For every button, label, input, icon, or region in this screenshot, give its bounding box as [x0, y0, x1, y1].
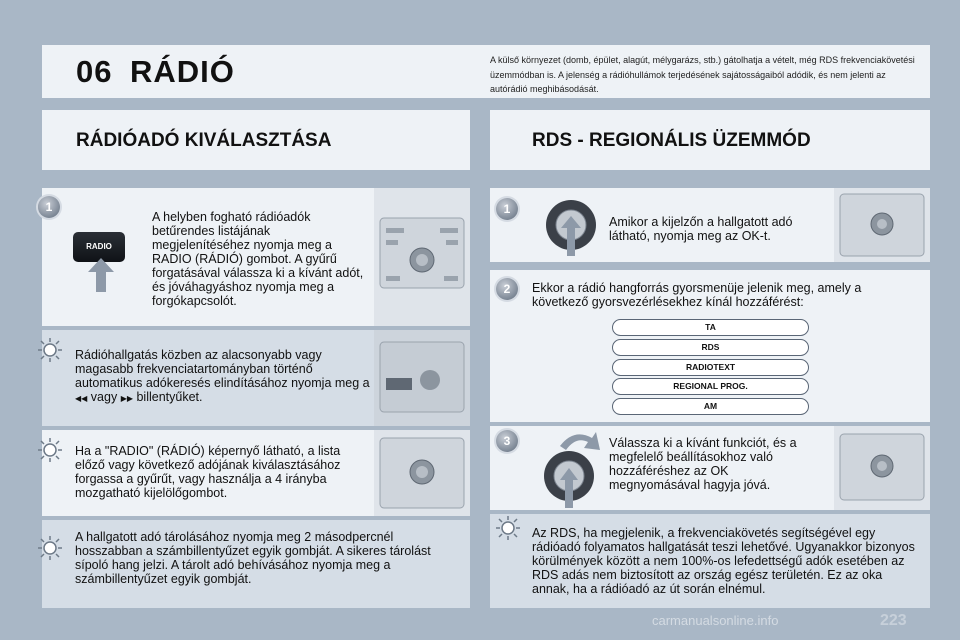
rotate-knob-icon — [540, 424, 604, 508]
radio-unit-icon — [834, 188, 930, 262]
radio-button-image: RADIO — [73, 232, 125, 262]
step-number-badge: 2 — [496, 278, 518, 300]
header-note: A külső környezet (domb, épület, alagút, mélygarázs, stb.) gátolhatja a vételt, még RDS frekvenciakövetési üzemmódban is. A jelenség a rádióhullámok terjedésének sajátosságaiból adódik, és nem jelenti az autórádió meghibásodását. — [490, 55, 915, 94]
menu-item-am[interactable]: AM — [612, 398, 809, 415]
tip-lightbulb-icon — [38, 536, 62, 560]
radio-unit-icon — [374, 188, 470, 326]
left-section-title: RÁDIÓADÓ KIVÁLASZTÁSA — [76, 130, 332, 151]
left-tip1-text: Rádióhallgatás közben az alacsonyabb vagy magasabb frekvenciatartományban történő automatikus adókeresés elindításához nyomja meg a ◀◀ vagy ▶▶ billentyűket. — [75, 348, 370, 404]
radio-unit-icon — [834, 426, 930, 510]
watermark: carmanualsonline.info — [652, 613, 779, 628]
seek-forward-icon: ▶▶ — [120, 394, 133, 403]
left-step1-text: A helyben fogható rádióadók betűrendes listájának megjelenítéséhez nyomja meg a RADIO (RÁDIÓ) gombot. A gyűrű forgatásával válassza ki a kívánt adót, és jóváhagyáshoz nyomja meg a forgókapcsolót. — [152, 210, 364, 308]
tip-lightbulb-icon — [496, 516, 520, 540]
page-title: RÁDIÓ — [130, 54, 235, 89]
right-step1-text: Amikor a kijelzőn a hallgatott adó látható, nyomja meg az OK-t. — [609, 215, 793, 243]
tip-lightbulb-icon — [38, 338, 62, 362]
left-tip3-text: A hallgatott adó tárolásához nyomja meg 2 másodpercnél hosszabban a számbillentyűzet egyik gombját. A sikeres tárolást sípoló hang jelzi. A tárolt adó behívásához nyomja meg a számbillentyűzet egyik gombját. — [75, 530, 431, 586]
chapter-number: 06 — [76, 54, 113, 89]
radio-unit-image — [374, 330, 470, 426]
right-step3-text: Válassza ki a kívánt funkciót, és a megfelelő beállításokhoz való hozzáféréshez az OK megnyomásával hagyja jóvá. — [609, 436, 797, 492]
radio-unit-image — [834, 426, 930, 510]
seek-back-icon: ◀◀ — [75, 394, 88, 403]
left-tip2-text: Ha a "RADIO" (RÁDIÓ) képernyő látható, a lista előző vagy következő adójának kiválasztásához forgassa a gyűrűt, vagy használja a 4 irányba mozgatható kijelölőgombot. — [75, 444, 341, 500]
tip-lightbulb-icon — [38, 438, 62, 462]
arrow-up-icon — [88, 258, 114, 292]
step-number-badge: 3 — [496, 430, 518, 452]
menu-item-regional-prog[interactable]: REGIONAL PROG. — [612, 378, 809, 395]
radio-unit-image — [374, 430, 470, 516]
step-number-badge: 1 — [496, 198, 518, 220]
step-number-badge: 1 — [38, 196, 60, 218]
radio-unit-image — [834, 188, 930, 262]
radio-unit-image — [374, 188, 470, 326]
menu-item-ta[interactable]: TA — [612, 319, 809, 336]
menu-item-rds[interactable]: RDS — [612, 339, 809, 356]
ok-knob-icon — [544, 198, 598, 256]
page-number: 223 — [880, 612, 907, 629]
menu-item-radiotext[interactable]: RADIOTEXT — [612, 359, 809, 376]
radio-unit-icon — [374, 330, 470, 426]
right-step2-text: Ekkor a rádió hangforrás gyorsmenüje jelenik meg, amely a következő gyorsvezérlésekhez kínál hozzáférést: — [532, 281, 862, 309]
right-tip-text: Az RDS, ha megjelenik, a frekvenciakövetés segítségével egy rádióadó folyamatos hallgatását teszi lehetővé. Ugyanakkor bizonyos körülmények között a nem 100%-os lefedettségű adók esetében az RDS adás nem biztosított az ország egész területén. Ez az oka annak, ha a rádióadó az út során elnémul. — [532, 526, 915, 596]
right-section-title: RDS - REGIONÁLIS ÜZEMMÓD — [532, 130, 811, 151]
radio-unit-icon — [374, 430, 470, 516]
